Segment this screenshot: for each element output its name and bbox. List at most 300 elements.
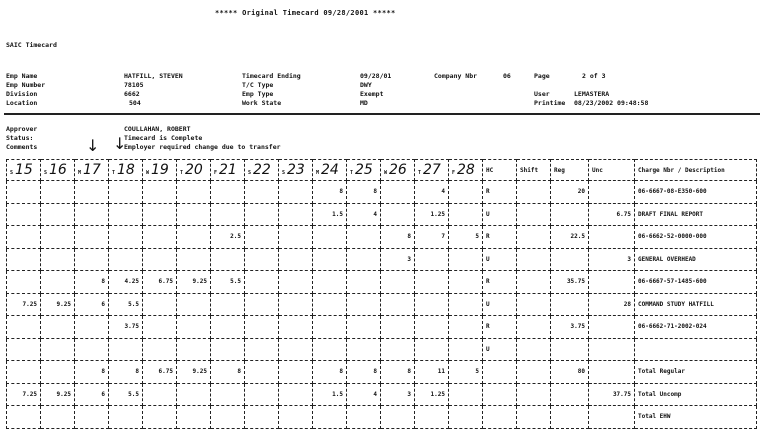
hours-cell — [381, 181, 415, 204]
handwritten-arrow-icon: ↓ — [113, 134, 127, 153]
hc-cell — [483, 406, 517, 429]
hours-cell — [279, 316, 313, 339]
hours-cell — [381, 293, 415, 316]
hours-cell: 8 — [75, 271, 109, 294]
location-label: Location — [6, 99, 38, 107]
shift-cell — [517, 203, 551, 226]
hours-cell — [177, 203, 211, 226]
table-row — [7, 338, 757, 361]
charge-cell: 06-6662-52-0000-000 — [635, 226, 757, 249]
reg-cell — [551, 383, 589, 406]
hours-cell: 1.25 — [415, 383, 449, 406]
hours-cell — [109, 406, 143, 429]
hours-cell — [313, 316, 347, 339]
hours-cell — [279, 406, 313, 429]
hours-cell — [109, 338, 143, 361]
hours-cell — [245, 383, 279, 406]
hours-cell — [211, 406, 245, 429]
hours-cell: 8 — [75, 361, 109, 384]
hours-cell — [211, 338, 245, 361]
hours-cell — [211, 293, 245, 316]
hours-cell — [279, 226, 313, 249]
day-of-week: W — [146, 169, 150, 176]
hours-cell — [41, 338, 75, 361]
hours-cell — [449, 248, 483, 271]
hours-cell — [7, 271, 41, 294]
hours-cell — [279, 181, 313, 204]
hours-cell — [313, 293, 347, 316]
hours-cell — [347, 293, 381, 316]
hours-cell — [41, 226, 75, 249]
hours-cell — [279, 203, 313, 226]
hours-cell: 1.25 — [415, 203, 449, 226]
hours-cell — [211, 383, 245, 406]
company-number-value: 06 — [503, 72, 511, 80]
reg-header: Reg — [551, 160, 589, 181]
table-row — [7, 293, 757, 316]
approver-value: COULLAHAN, ROBERT — [124, 125, 191, 133]
hours-cell — [7, 181, 41, 204]
hours-cell: 1.5 — [313, 203, 347, 226]
document-banner: ***** Original Timecard 09/28/2001 ***** — [215, 9, 396, 17]
hc-header: HC — [483, 160, 517, 181]
charge-cell: 06-6667-08-E350-600 — [635, 181, 757, 204]
hours-cell: 9.25 — [41, 383, 75, 406]
hours-cell — [143, 248, 177, 271]
hours-cell: 9.25 — [41, 293, 75, 316]
hours-cell — [245, 361, 279, 384]
hours-cell — [7, 316, 41, 339]
hours-cell — [449, 181, 483, 204]
hours-cell: 3 — [381, 383, 415, 406]
hc-cell: R — [483, 271, 517, 294]
hc-cell: R — [483, 316, 517, 339]
shift-cell — [517, 338, 551, 361]
hours-cell: 2.5 — [211, 226, 245, 249]
hours-cell — [415, 316, 449, 339]
hours-cell: 7 — [415, 226, 449, 249]
hours-cell: 5 — [449, 226, 483, 249]
hours-cell — [177, 406, 211, 429]
reg-cell: 80 — [551, 361, 589, 384]
reg-cell: 22.5 — [551, 226, 589, 249]
hours-cell — [41, 316, 75, 339]
hours-cell — [415, 338, 449, 361]
comments-value: Employer required change due to transfer — [124, 143, 281, 151]
reg-cell — [551, 203, 589, 226]
hours-cell — [415, 293, 449, 316]
hours-cell — [415, 406, 449, 429]
emp-type-label: Emp Type — [242, 90, 274, 98]
hours-cell — [245, 338, 279, 361]
day-number: 26 — [389, 162, 407, 178]
hours-cell — [41, 406, 75, 429]
unc-cell: 3 — [589, 248, 635, 271]
timecard-ending-value: 09/28/01 — [360, 72, 392, 80]
hours-cell: 4 — [347, 203, 381, 226]
day-number: 21 — [219, 162, 237, 178]
day-number: 28 — [457, 162, 475, 178]
unc-cell — [589, 361, 635, 384]
hours-cell — [449, 316, 483, 339]
hours-cell — [7, 226, 41, 249]
hours-cell: 8 — [313, 361, 347, 384]
hours-cell — [449, 383, 483, 406]
hours-cell — [75, 316, 109, 339]
hours-cell — [41, 203, 75, 226]
unc-cell — [589, 406, 635, 429]
hours-cell — [143, 406, 177, 429]
hours-cell: 5 — [449, 361, 483, 384]
document-title: SAIC Timecard — [6, 41, 57, 49]
hours-cell — [347, 226, 381, 249]
hc-cell — [483, 361, 517, 384]
hours-cell — [449, 293, 483, 316]
hc-cell: U — [483, 293, 517, 316]
hours-cell — [279, 361, 313, 384]
day-number: 16 — [49, 162, 67, 178]
charge-cell: GENERAL OVERHEAD — [635, 248, 757, 271]
hours-cell — [313, 406, 347, 429]
location-value: 504 — [129, 99, 141, 107]
table-row — [7, 406, 757, 429]
user-label: User — [534, 90, 550, 98]
work-state-value: MD — [360, 99, 368, 107]
hours-cell — [279, 293, 313, 316]
hours-cell — [109, 181, 143, 204]
hours-cell — [143, 383, 177, 406]
unc-header: Unc — [589, 160, 635, 181]
reg-cell — [551, 406, 589, 429]
hours-cell — [143, 181, 177, 204]
emp-name-value: HATFILL, STEVEN — [124, 72, 183, 80]
day-number: 20 — [185, 162, 203, 178]
hours-cell — [75, 181, 109, 204]
hours-cell — [381, 203, 415, 226]
hours-cell — [75, 226, 109, 249]
table-row — [7, 316, 757, 339]
hours-cell — [177, 181, 211, 204]
reg-cell — [551, 248, 589, 271]
approver-label: Approver — [6, 125, 38, 133]
hours-cell — [449, 203, 483, 226]
day-header — [143, 160, 177, 181]
hours-cell — [347, 338, 381, 361]
hours-cell — [245, 181, 279, 204]
hours-cell — [41, 361, 75, 384]
day-of-week: F — [214, 169, 218, 176]
day-number: 19 — [151, 162, 169, 178]
hours-cell — [177, 338, 211, 361]
hc-cell: U — [483, 203, 517, 226]
tc-type-label: T/C Type — [242, 81, 274, 89]
hours-cell: 7.25 — [7, 293, 41, 316]
hours-cell — [279, 338, 313, 361]
shift-cell — [517, 293, 551, 316]
hours-cell — [177, 248, 211, 271]
hours-cell — [75, 248, 109, 271]
table-row — [7, 361, 757, 384]
status-value: Timecard is Complete — [124, 134, 203, 142]
table-row — [7, 248, 757, 271]
hours-cell — [449, 338, 483, 361]
hours-cell: 8 — [347, 361, 381, 384]
hours-cell — [347, 406, 381, 429]
table-row — [7, 383, 757, 406]
hours-cell: 9.25 — [177, 271, 211, 294]
hours-cell: 8 — [381, 361, 415, 384]
hc-cell — [483, 383, 517, 406]
hours-cell: 7.25 — [7, 383, 41, 406]
day-number: 23 — [287, 162, 305, 178]
reg-cell: 20 — [551, 181, 589, 204]
hours-cell — [279, 271, 313, 294]
hours-cell: 8 — [109, 361, 143, 384]
day-header — [381, 160, 415, 181]
hours-cell: 8 — [347, 181, 381, 204]
table-row — [7, 271, 757, 294]
work-state-label: Work State — [242, 99, 282, 107]
hours-cell — [211, 248, 245, 271]
day-header — [449, 160, 483, 181]
day-header — [279, 160, 313, 181]
unc-cell — [589, 181, 635, 204]
tc-type-value: DWY — [360, 81, 372, 89]
page-value: 2 of 3 — [582, 72, 606, 80]
hours-cell: 6 — [75, 383, 109, 406]
day-of-week: T — [180, 169, 184, 176]
hours-cell — [313, 271, 347, 294]
printtime-label: Printime — [534, 99, 566, 107]
emp-name-label: Emp Name — [6, 72, 38, 80]
day-number: 18 — [117, 162, 135, 178]
hours-cell — [347, 316, 381, 339]
hours-cell: 3.75 — [109, 316, 143, 339]
hours-cell: 9.25 — [177, 361, 211, 384]
day-header — [75, 160, 109, 181]
hours-cell — [279, 383, 313, 406]
hours-cell: 4 — [347, 383, 381, 406]
hours-cell — [7, 406, 41, 429]
timecard-ending-label: Timecard Ending — [242, 72, 301, 80]
hours-cell — [381, 338, 415, 361]
hc-cell: R — [483, 226, 517, 249]
timecard-grid — [6, 159, 757, 429]
charge-cell: 06-6667-57-1485-600 — [635, 271, 757, 294]
hours-cell — [143, 338, 177, 361]
hc-cell: U — [483, 338, 517, 361]
unc-cell: 28 — [589, 293, 635, 316]
hours-cell — [381, 271, 415, 294]
hours-cell — [313, 226, 347, 249]
unc-cell: 37.75 — [589, 383, 635, 406]
day-of-week: W — [384, 169, 388, 176]
day-number: 24 — [321, 162, 339, 178]
charge-cell: Total EHW — [635, 406, 757, 429]
hours-cell — [449, 406, 483, 429]
shift-cell — [517, 383, 551, 406]
shift-header: Shift — [517, 160, 551, 181]
hours-cell — [75, 406, 109, 429]
hours-cell — [75, 203, 109, 226]
hours-cell — [415, 248, 449, 271]
hours-cell — [313, 248, 347, 271]
hours-cell: 4.25 — [109, 271, 143, 294]
hours-cell — [381, 316, 415, 339]
hours-cell — [245, 203, 279, 226]
day-header — [177, 160, 211, 181]
hours-cell — [279, 248, 313, 271]
shift-cell — [517, 181, 551, 204]
comments-label: Comments — [6, 143, 38, 151]
hours-cell — [7, 338, 41, 361]
emp-number-value: 78105 — [124, 81, 144, 89]
header-divider — [4, 113, 760, 115]
day-of-week: T — [112, 169, 116, 176]
hours-cell: 4 — [415, 181, 449, 204]
hours-cell — [41, 271, 75, 294]
hours-cell — [177, 316, 211, 339]
hours-cell — [245, 271, 279, 294]
hours-cell — [381, 406, 415, 429]
day-of-week: T — [418, 169, 422, 176]
reg-cell: 3.75 — [551, 316, 589, 339]
hours-cell: 5.5 — [109, 293, 143, 316]
printtime-value: 08/23/2002 09:48:58 — [574, 99, 649, 107]
charge-header: Charge Nbr / Description — [635, 160, 757, 181]
hours-cell: 5.5 — [211, 271, 245, 294]
hours-cell: 5.5 — [109, 383, 143, 406]
hours-cell: 8 — [313, 181, 347, 204]
hours-cell — [75, 338, 109, 361]
shift-cell — [517, 248, 551, 271]
hours-cell — [347, 271, 381, 294]
emp-type-value: Exempt — [360, 90, 384, 98]
status-label: Status: — [6, 134, 34, 142]
hours-cell: 3 — [381, 248, 415, 271]
table-row — [7, 203, 757, 226]
division-value: 6662 — [124, 90, 140, 98]
hours-cell — [143, 316, 177, 339]
day-header — [211, 160, 245, 181]
hours-cell: 6.75 — [143, 361, 177, 384]
unc-cell — [589, 338, 635, 361]
table-row — [7, 181, 757, 204]
charge-cell: Total Regular — [635, 361, 757, 384]
unc-cell — [589, 316, 635, 339]
day-of-week: T — [350, 169, 354, 176]
hours-cell — [109, 203, 143, 226]
hours-cell — [449, 271, 483, 294]
hours-cell: 6.75 — [143, 271, 177, 294]
hours-cell — [109, 248, 143, 271]
day-of-week: F — [452, 169, 456, 176]
reg-cell — [551, 293, 589, 316]
hours-cell — [313, 338, 347, 361]
day-header — [109, 160, 143, 181]
day-header — [347, 160, 381, 181]
hours-cell — [211, 316, 245, 339]
day-header — [7, 160, 41, 181]
hours-cell — [245, 406, 279, 429]
hours-cell — [415, 271, 449, 294]
hours-cell: 8 — [211, 361, 245, 384]
emp-number-label: Emp Number — [6, 81, 46, 89]
charge-cell: Total Uncomp — [635, 383, 757, 406]
hours-cell — [7, 248, 41, 271]
shift-cell — [517, 226, 551, 249]
handwritten-arrow-icon: ↓ — [86, 136, 100, 155]
day-of-week: S — [248, 169, 252, 176]
hours-cell: 6 — [75, 293, 109, 316]
shift-cell — [517, 361, 551, 384]
grid-header-row — [7, 160, 757, 181]
charge-cell: 06-6662-71-2002-024 — [635, 316, 757, 339]
unc-cell — [589, 271, 635, 294]
hours-cell — [347, 248, 381, 271]
hours-cell — [177, 293, 211, 316]
hours-cell — [41, 181, 75, 204]
day-header — [245, 160, 279, 181]
day-number: 22 — [253, 162, 271, 178]
hours-cell — [177, 226, 211, 249]
hours-cell — [245, 248, 279, 271]
hours-cell: 11 — [415, 361, 449, 384]
hours-cell: 1.5 — [313, 383, 347, 406]
day-header — [415, 160, 449, 181]
hours-cell — [245, 316, 279, 339]
day-of-week: S — [10, 169, 14, 176]
charge-cell: DRAFT FINAL REPORT — [635, 203, 757, 226]
hours-cell — [177, 383, 211, 406]
day-of-week: S — [44, 169, 48, 176]
hours-cell — [211, 181, 245, 204]
hours-cell — [245, 293, 279, 316]
hc-cell: U — [483, 248, 517, 271]
reg-cell: 35.75 — [551, 271, 589, 294]
hours-cell — [109, 226, 143, 249]
day-number: 15 — [15, 162, 33, 178]
hours-cell — [143, 203, 177, 226]
hc-cell: R — [483, 181, 517, 204]
hours-cell: 8 — [381, 226, 415, 249]
hours-cell — [41, 248, 75, 271]
day-number: 17 — [83, 162, 101, 178]
division-label: Division — [6, 90, 38, 98]
reg-cell — [551, 338, 589, 361]
shift-cell — [517, 406, 551, 429]
day-of-week: M — [78, 169, 82, 176]
user-value: LEMASTERA — [574, 90, 610, 98]
hours-cell — [143, 293, 177, 316]
shift-cell — [517, 316, 551, 339]
unc-cell — [589, 226, 635, 249]
hours-cell — [245, 226, 279, 249]
day-of-week: S — [282, 169, 286, 176]
hours-cell — [143, 226, 177, 249]
unc-cell: 6.75 — [589, 203, 635, 226]
company-number-label: Company Nbr — [434, 72, 478, 80]
page-label: Page — [534, 72, 550, 80]
day-number: 25 — [355, 162, 373, 178]
day-header — [313, 160, 347, 181]
hours-cell — [7, 203, 41, 226]
table-row — [7, 226, 757, 249]
hours-cell — [7, 361, 41, 384]
day-of-week: M — [316, 169, 320, 176]
day-number: 27 — [423, 162, 441, 178]
charge-cell: COMMAND STUDY HATFILL — [635, 293, 757, 316]
